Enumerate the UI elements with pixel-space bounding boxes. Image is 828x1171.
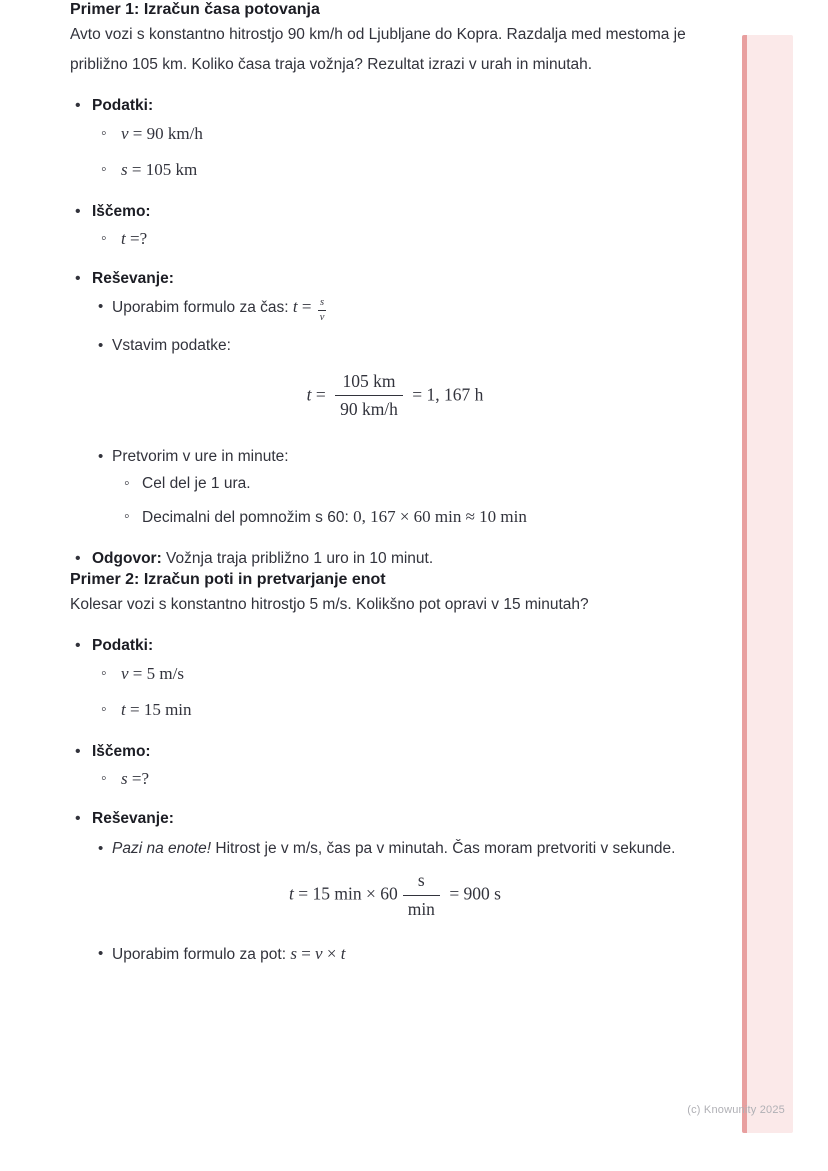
circle-bullet-icon: ◦ [101,125,107,142]
bullet-icon: • [98,945,104,963]
bullet-icon: • [98,298,104,315]
list-item-warning [70,834,720,864]
math-v-value-2: v = 5 m/s [121,664,184,684]
fraction-numerator: s [403,870,440,896]
step-path-text: Uporabim formulo za pot: [112,946,291,964]
convert-sub1-text: Cel del je 1 ura. [142,475,251,493]
list-item-convert-sub1 [70,472,720,495]
display-formula-seconds [70,870,720,921]
circle-bullet-icon: ◦ [101,230,107,247]
list-item-step-insert [70,334,720,357]
example1-intro: Avto vozi s konstantno hitrostjo 90 km/h od Ljubljane do Kopra. Razdalja med mestoma je približno 105 km. Koliko časa traja vožnja? Rezultat izrazi v urah in minutah. [70,26,686,73]
resevanje-label: Reševanje: [92,270,174,287]
circle-bullet-icon: ◦ [101,701,107,719]
example2-title: Primer 2: Izračun poti in pretvarjanje enot [70,571,386,589]
math-path-formula: s = v × t [290,944,346,964]
list-item-data-s-1 [70,157,720,184]
bullet-icon: • [75,637,81,655]
fraction-numerator: s [318,297,327,311]
list-item-step-formula [70,294,720,324]
math-v-value-1: v = 90 km/h [121,124,203,143]
formula-lhs: t = [306,383,331,404]
resevanje-label: Reševanje: [92,810,174,828]
circle-bullet-icon: ◦ [124,475,130,493]
fraction-denominator: 90 km/h [340,399,398,420]
list-item-convert-sub2 [70,504,720,531]
circle-bullet-icon: ◦ [101,161,107,178]
step-formula-text: Uporabim formulo za čas: [112,299,293,316]
list-item-iscemo-s [70,766,720,793]
display-formula-time [70,371,720,422]
list-item-data-v-1 [70,121,720,148]
document-content [70,0,720,968]
fraction [335,371,403,422]
circle-bullet-icon: ◦ [101,770,107,788]
step-insert-text: Vstavim podatke: [112,336,231,354]
fraction-numerator: 105 km [335,371,403,397]
list-item-step-path [70,941,720,968]
bullet-icon: • [98,840,104,858]
bullet-icon: • [98,336,104,354]
fraction-denominator: min [407,899,435,920]
step-convert-text: Pretvorim v ure in minute: [112,448,289,466]
math-s-unknown: s =? [121,769,150,789]
math-decimal-conversion: 0, 167 × 60 min ≈ 10 min [353,507,527,527]
list-item-resevanje-2 [70,807,720,830]
list-item-podatki-2 [70,634,720,657]
circle-bullet-icon: ◦ [101,665,107,683]
iscemo-label: Iščemo: [92,743,151,761]
list-item-iscemo-1 [70,200,720,223]
inline-fraction [318,297,327,323]
list-item-resevanje-1 [70,267,720,290]
list-item-data-v-2 [70,661,720,688]
list-item-odgovor-1 [70,547,720,570]
math-t-unknown: t =? [121,229,148,248]
bullet-icon: • [75,550,81,568]
math-t-equals: t = [292,297,316,316]
list-item-data-t-2 [70,697,720,724]
list-item-podatki-1 [70,94,720,117]
example1-title: Primer 1: Izračun časa potovanja [70,1,320,18]
iscemo-label: Iščemo: [92,203,151,220]
podatki-label: Podatki: [92,97,154,114]
fraction [403,870,440,921]
formula-lhs: t = 15 min × 60 [288,883,398,904]
math-t-value-2: t = 15 min [121,700,192,720]
watermark: (c) Knowunity 2025 [687,1104,785,1116]
highlight-bar [742,35,793,1133]
bullet-icon: • [75,97,81,114]
list-item-step-convert [70,445,720,468]
formula-rhs: = 1, 167 h [407,383,484,404]
formula-rhs: = 900 s [444,883,501,904]
bullet-icon: • [75,743,81,761]
example2-intro: Kolesar vozi s konstantno hitrostjo 5 m/s. Kolikšno pot opravi v 15 minutah? [70,596,589,614]
fraction-denominator: v [319,312,325,323]
podatki-label: Podatki: [92,637,154,655]
list-item-iscemo-t [70,226,720,253]
bullet-icon: • [98,448,104,466]
circle-bullet-icon: ◦ [124,508,130,526]
bullet-icon: • [75,810,81,828]
math-s-value-1: s = 105 km [121,160,198,179]
list-item-iscemo-2 [70,740,720,763]
warning-emphasis: Pazi na enote! [112,840,212,858]
odgovor-text: Vožnja traja približno 1 uro in 10 minut. [161,550,434,568]
convert-sub2-text: Decimalni del pomnožim s 60: [142,509,354,527]
warning-text: Hitrost je v m/s, čas pa v minutah. Čas moram pretvoriti v sekunde. [211,840,676,858]
bullet-icon: • [75,203,81,220]
bullet-icon: • [75,270,81,287]
odgovor-label: Odgovor: [92,550,162,568]
